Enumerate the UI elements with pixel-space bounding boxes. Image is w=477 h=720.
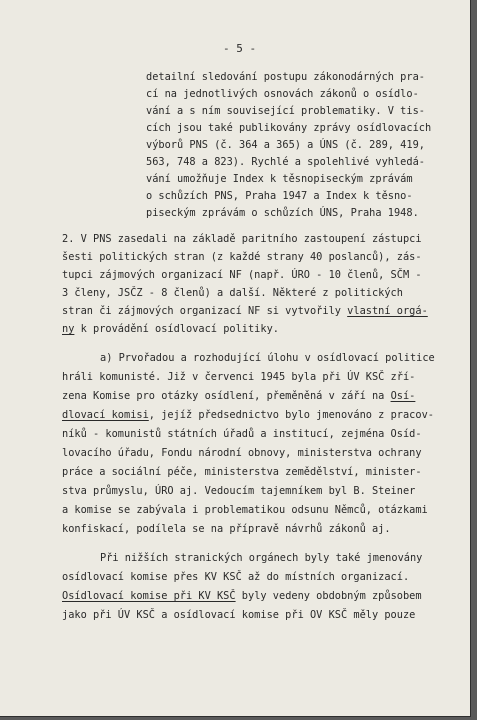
page-number: - 5 -	[223, 42, 257, 55]
text-line: 2. V PNS zasedali na základě paritního zastoupení zástupci	[62, 233, 422, 245]
text-run: stran či zájmových organizací NF si vytvořily	[62, 305, 348, 317]
text-line: lovacího úřadu, Fondu národní obnovy, ministerstva ochrany	[62, 447, 422, 459]
text-line: 563, 748 a 823). Rychlé a spolehlivé vyhledá-	[146, 156, 425, 168]
text-line: výborů PNS (č. 364 a 365) a ÚNS (č. 289, 419,	[146, 139, 425, 151]
text-line	[62, 590, 422, 603]
text-line: tupci zájmových organizací NF (např. ÚRO - 10 členů, SČM -	[62, 269, 422, 281]
text-run: byly vedeny obdobným způsobem	[235, 590, 422, 602]
text-line: o schůzích PNS, Praha 1947 a Index k těsno-	[146, 190, 413, 202]
text-line: vání a s ním související problematiky. V tis-	[146, 105, 425, 117]
text-line: stva průmyslu, ÚRO aj. Vedoucím tajemníkem byl B. Steiner	[62, 485, 416, 497]
text-line	[62, 305, 428, 318]
text-line	[62, 390, 415, 403]
text-run: zena Komise pro otázky osídlení, přeměněná v září na	[62, 390, 391, 402]
text-line	[62, 409, 434, 422]
text-line: hráli komunisté. Již v červenci 1945 byla při ÚV KSČ zří-	[62, 371, 416, 383]
underlined-term: Osídlovací komise při KV KSČ	[62, 590, 236, 602]
text-line: a komise se zabývala i problematikou odsunu Němců, otázkami	[62, 504, 428, 516]
text-run: , jejíž předsednictvo bylo jmenováno z pracov-	[148, 409, 434, 421]
text-line: piseckým zprávám o schůzích ÚNS, Praha 1948.	[146, 207, 419, 219]
text-line: konfiskací, podílela se na přípravě návrhů zákonů aj.	[62, 523, 391, 535]
text-line: níků - komunistů státních úřadů a institucí, zejména Osíd-	[62, 428, 422, 440]
underlined-term: dlovací komisi	[62, 409, 149, 421]
underlined-term: vlastní orgá-	[347, 305, 428, 317]
text-line: práce a sociální péče, ministerstva zemědělství, minister-	[62, 466, 422, 478]
underlined-term: Osí-	[390, 390, 416, 402]
text-line: šesti politických stran (z každé strany 40 poslanců), zás-	[62, 251, 422, 263]
text-run: k provádění osídlovací politiky.	[74, 323, 279, 335]
text-line: osídlovací komise přes KV KSČ až do místních organizací.	[62, 571, 410, 583]
text-line: jako při ÚV KSČ a osídlovací komise při OV KSČ měly pouze	[62, 609, 416, 621]
text-line: Při nižších stranických orgánech byly také jmenovány	[100, 552, 423, 564]
text-line: cí na jednotlivých osnovách zákonů o osídlo-	[146, 88, 419, 100]
text-line: vání umožňuje Index k těsnopiseckým zprávám	[146, 173, 413, 185]
text-line: a) Prvořadou a rozhodující úlohu v osídlovací politice	[100, 352, 435, 364]
text-line: cích jsou také publikovány zprávy osídlovacích	[146, 122, 432, 134]
text-line: detailní sledování postupu zákonodárných pra-	[146, 71, 425, 83]
text-line: 3 členy, JSČZ - 8 členů) a další. Některé z politických	[62, 287, 403, 299]
underlined-term: ny	[62, 323, 75, 335]
text-line	[62, 323, 279, 336]
